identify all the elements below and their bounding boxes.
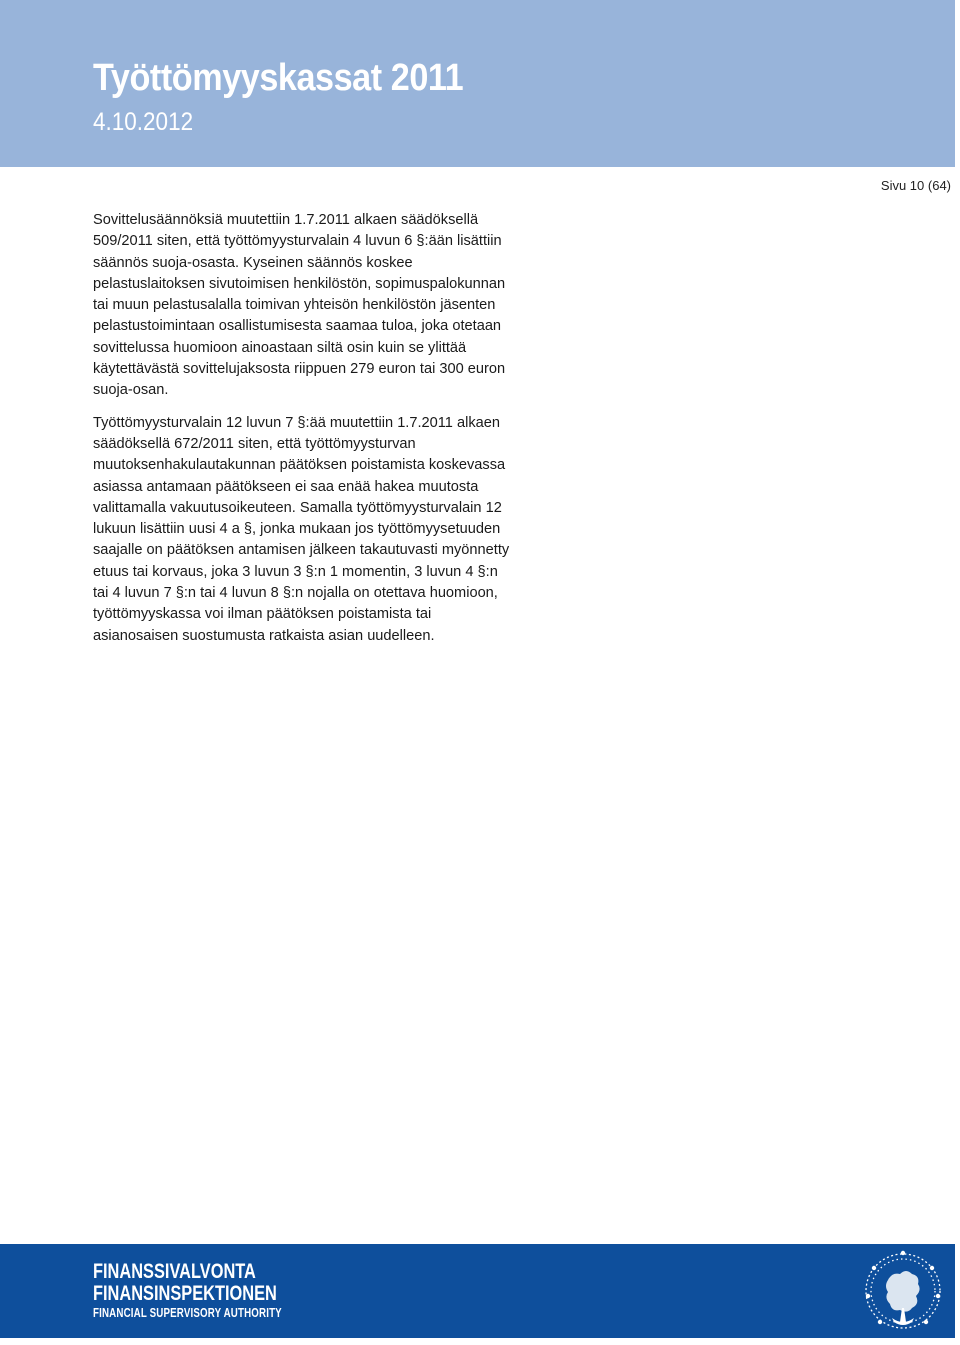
logo-line-finnish: FINANSSIVALVONTA — [93, 1260, 256, 1283]
page-header — [0, 0, 955, 167]
logo-line-english: FINANCIAL SUPERVISORY AUTHORITY — [93, 1306, 282, 1320]
finnish-lion-emblem-icon — [862, 1248, 944, 1334]
page-number: Sivu 10 (64) — [880, 178, 951, 193]
page-footer — [0, 1244, 955, 1338]
logo-line-swedish: FINANSINSPEKTIONEN — [93, 1282, 277, 1305]
document-title: Työttömyyskassat 2011 — [93, 57, 464, 99]
document-date: 4.10.2012 — [93, 108, 194, 136]
paragraph: Sovittelusäännöksiä muutettiin 1.7.2011 alkaen säädöksellä 509/2011 siten, että työttömyysturvalain 4 luvun 6 §:ään lisättiin säännös suoja-osasta. Kyseinen säännös koskee pelastuslaitoksen sivutoimisen henkilöstön, sopimuspalokunnan tai muun pelastusalalla toimivan yhteisön henkilöstön jäsenten pelastustoimintaan osallistumisesta saamaa tuloa, joka otetaan sovittelussa huomioon ainoastaan siltä osin kuin se ylittää käytettävästä sovittelujaksosta riippuen 279 euron tai 300 euron suoja-osan. — [93, 212, 506, 399]
body-text — [93, 210, 513, 658]
paragraph: Työttömyysturvalain 12 luvun 7 §:ää muutettiin 1.7.2011 alkaen säädöksellä 672/2011 siten, että työttömyysturvan muutoksenhakulautakunnan päätöksen poistamista koskevassa asiassa antamaan päätökseen ei saa enää hakea muutosta valittamalla vakuutusoikeuteen. Samalla työttömyysturvalain 12 lukuun lisättiin uusi 4 a §, jonka mukaan jos työttömyysetuuden saajalle on päätöksen antamisen jälkeen takautuvasti myönnetty etuus tai korvaus, joka 3 luvun 3 §:n 1 momentin, 3 luvun 4 §:n tai 4 luvun 7 §:n tai 4 luvun 8 §:n nojalla on otettava huomioon, työttömyyskassa voi ilman päätöksen poistamista tai asianosaisen suostumusta ratkaista asian uudelleen. — [93, 414, 510, 644]
organization-logo — [93, 1261, 282, 1321]
